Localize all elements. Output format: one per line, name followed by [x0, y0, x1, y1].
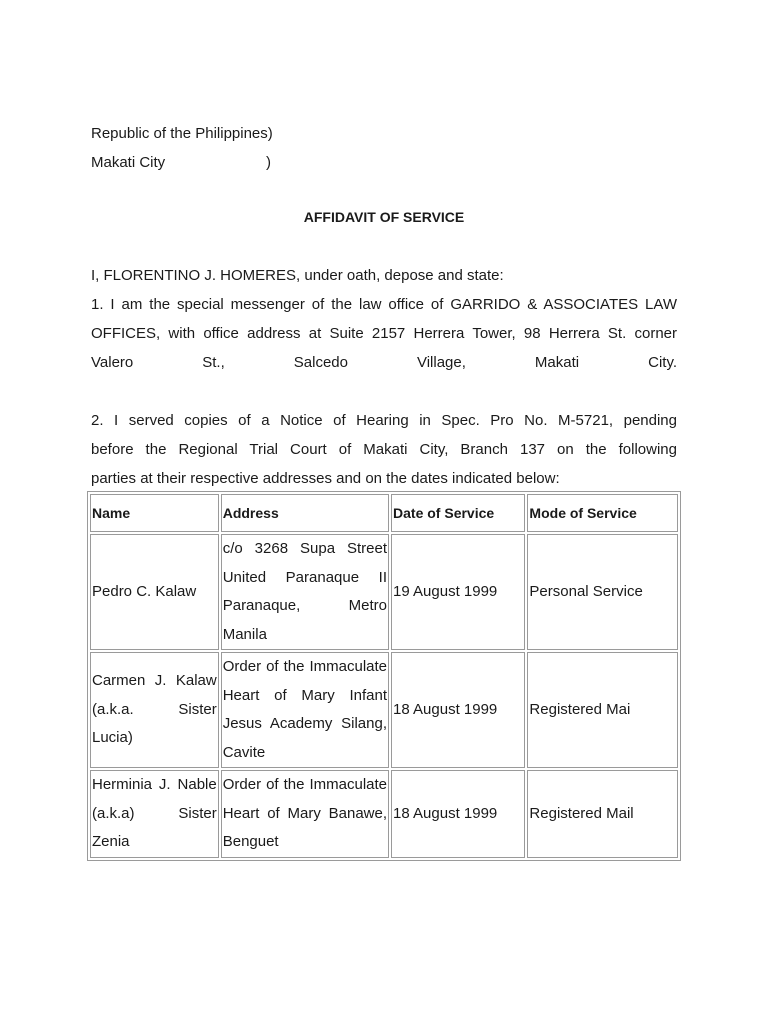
- paragraph-2: [91, 406, 677, 493]
- header-date-of-service: Date of Service: [391, 494, 525, 532]
- case-caption: [91, 119, 273, 177]
- header-mode-of-service: Mode of Service: [527, 494, 678, 532]
- cell-mode: Registered Mai: [527, 652, 678, 768]
- caption-city-paren: ): [266, 154, 271, 171]
- intro-statement: I, FLORENTINO J. HOMERES, under oath, depose and state:: [91, 267, 504, 284]
- cell-mode: Personal Service: [527, 534, 678, 650]
- document-title: AFFIDAVIT OF SERVICE: [303, 209, 465, 225]
- caption-republic-text: Republic of the Philippines): [91, 125, 273, 142]
- paragraph-1-line-2: OFFICES, with office address at Suite 2157 Herrera Tower, 98 Herrera St. corner: [91, 325, 677, 342]
- caption-city-text: Makati City: [91, 154, 166, 171]
- paragraph-1-line-3: Valero St., Salcedo Village, Makati City.: [91, 354, 677, 371]
- cell-address: Order of the Immaculate Heart of Mary Infant Jesus Academy Silang, Cavite: [221, 652, 389, 768]
- header-name: Name: [90, 494, 219, 532]
- paragraph-1-line-1: 1. I am the special messenger of the law office of GARRIDO & ASSOCIATES LAW: [91, 296, 677, 313]
- table-row: [90, 652, 678, 768]
- affidavit-body: [91, 261, 677, 493]
- paragraph-1: [91, 290, 677, 377]
- paragraph-2-line-1: 2. I served copies of a Notice of Hearing in Spec. Pro No. M-5721, pending: [91, 412, 677, 429]
- table-row: [90, 770, 678, 858]
- paragraph-2-line-3: parties at their respective addresses and on the dates indicated below:: [91, 470, 560, 487]
- header-address: Address: [221, 494, 389, 532]
- table-row: [90, 534, 678, 650]
- cell-name: Carmen J. Kalaw (a.k.a. Sister Lucia): [90, 652, 219, 768]
- cell-address: c/o 3268 Supa Street United Paranaque II Paranaque, Metro Manila: [221, 534, 389, 650]
- cell-name: Pedro C. Kalaw: [90, 534, 219, 650]
- cell-mode: Registered Mail: [527, 770, 678, 858]
- cell-name: Herminia J. Nable (a.k.a) Sister Zenia: [90, 770, 219, 858]
- cell-date: 18 August 1999: [391, 652, 525, 768]
- paragraph-2-line-2: before the Regional Trial Court of Makati City, Branch 137 on the following: [91, 441, 677, 458]
- table-header-row: [90, 494, 678, 532]
- caption-line-republic: [91, 119, 273, 148]
- cell-date: 19 August 1999: [391, 534, 525, 650]
- cell-address: Order of the Immaculate Heart of Mary Banawe, Benguet: [221, 770, 389, 858]
- service-table: [87, 491, 681, 861]
- paragraph-spacer: [91, 377, 677, 406]
- cell-date: 18 August 1999: [391, 770, 525, 858]
- caption-line-city: [91, 148, 273, 177]
